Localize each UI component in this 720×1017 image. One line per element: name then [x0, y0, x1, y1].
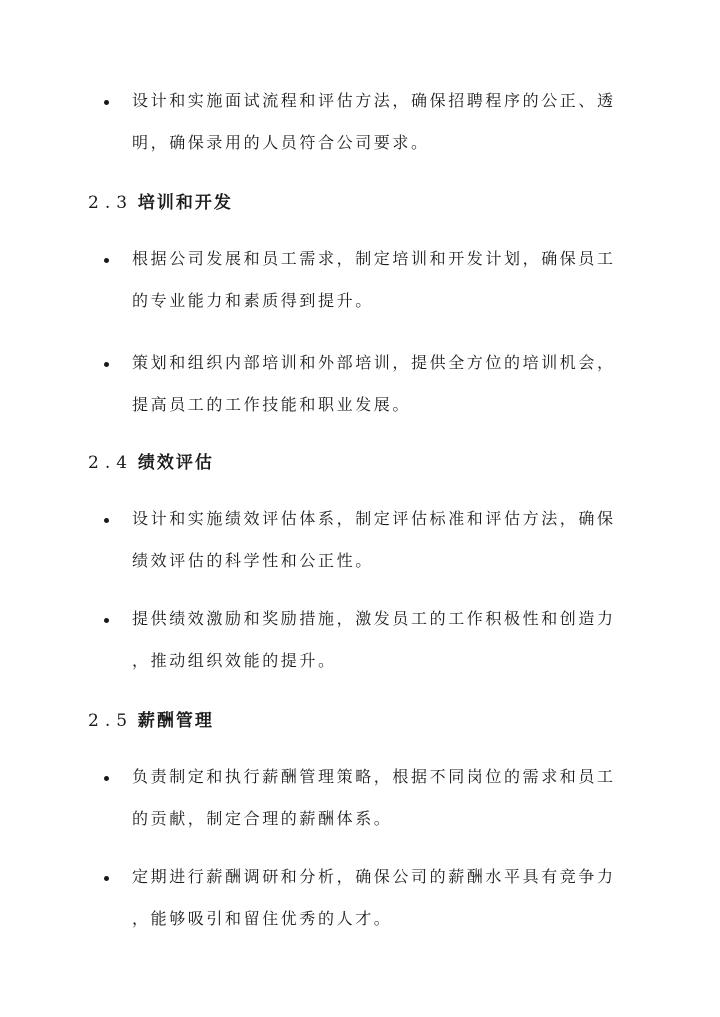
section-title: 绩效评估: [137, 453, 214, 473]
section-heading: [88, 188, 233, 213]
section-title: 培训和开发: [137, 193, 233, 213]
bullet-line: 策划和组织内部培训和外部培训，提供全方位的培训机会，: [132, 353, 616, 372]
bullet-dot: [104, 100, 109, 105]
bullet-line: 根据公司发展和员工需求，制定培训和开发计划，确保员工: [132, 249, 616, 268]
bullet-line: 提高员工的工作技能和职业发展。: [132, 395, 412, 414]
bullet-dot: [104, 876, 109, 881]
bullet-dot: [104, 362, 109, 367]
bullet-dot: [104, 618, 109, 623]
bullet-line: 负责制定和执行薪酬管理策略，根据不同岗位的需求和员工: [132, 767, 616, 786]
bullet-line: ，推动组织效能的提升。: [132, 651, 337, 670]
bullet-line: ，能够吸引和留住优秀的人才。: [132, 909, 393, 928]
bullet-dot: [104, 258, 109, 263]
bullet-line: 设计和实施绩效评估体系，制定评估标准和评估方法，确保: [132, 509, 616, 528]
bullet-dot: [104, 518, 109, 523]
bullet-line: 提供绩效激励和奖励措施，激发员工的工作积极性和创造力: [132, 609, 616, 628]
section-number: 2.3: [88, 193, 134, 213]
section-heading: [88, 448, 214, 473]
bullet-line: 的专业能力和素质得到提升。: [132, 291, 374, 310]
section-number: 2.5: [88, 711, 134, 731]
bullet-line: 绩效评估的科学性和公正性。: [132, 551, 374, 570]
bullet-dot: [104, 776, 109, 781]
section-heading: [88, 706, 214, 731]
bullet-line: 定期进行薪酬调研和分析，确保公司的薪酬水平具有竞争力: [132, 867, 616, 886]
section-number: 2.4: [88, 453, 134, 473]
section-title: 薪酬管理: [137, 711, 214, 731]
bullet-line: 明，确保录用的人员符合公司要求。: [132, 133, 430, 152]
bullet-line: 设计和实施面试流程和评估方法，确保招聘程序的公正、透: [132, 91, 616, 110]
bullet-line: 的贡献，制定合理的薪酬体系。: [132, 809, 393, 828]
